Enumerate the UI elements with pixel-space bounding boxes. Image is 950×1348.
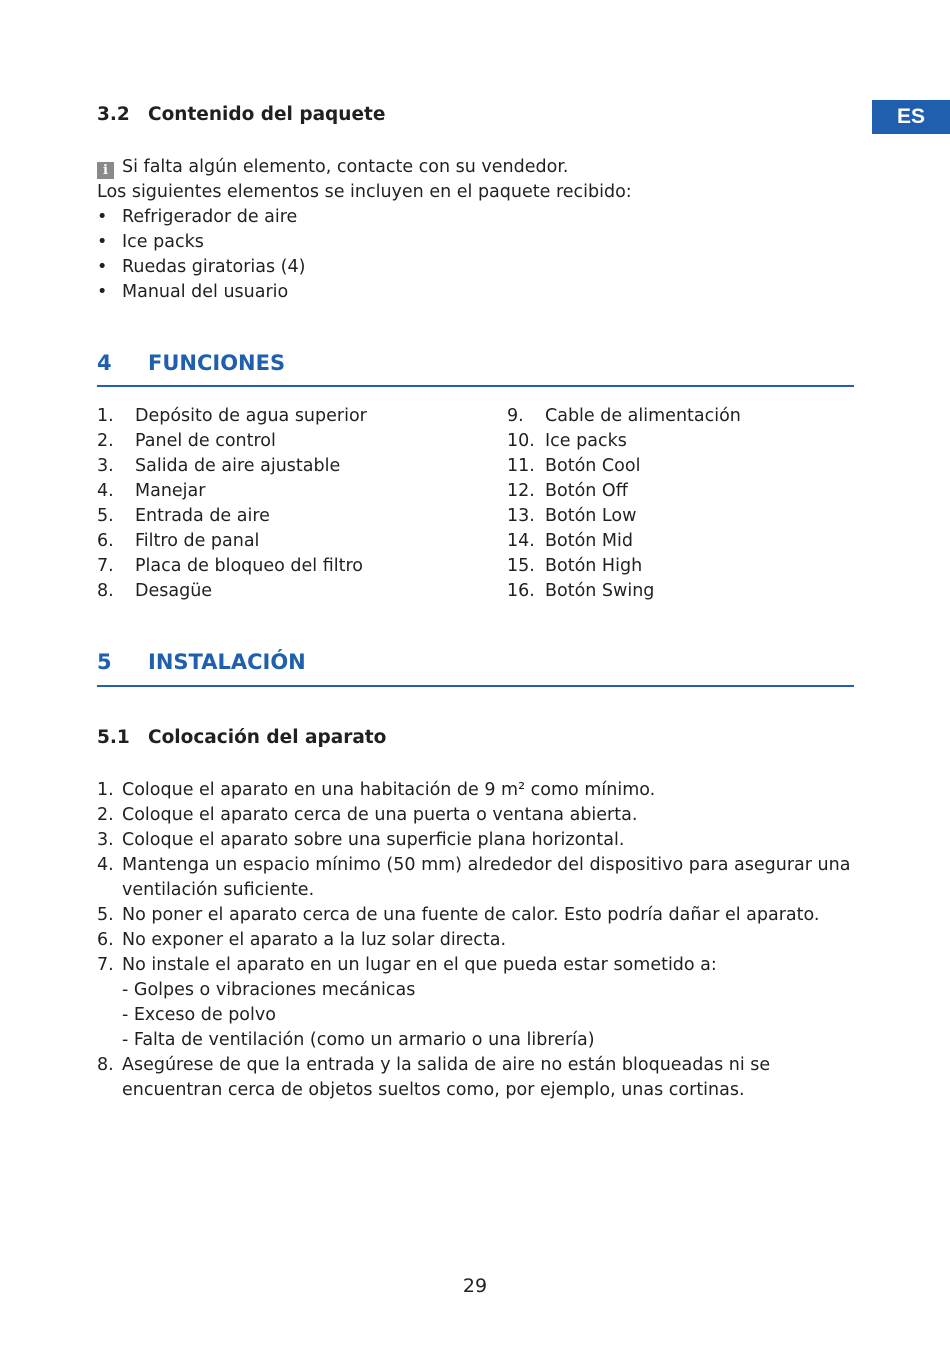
list-item: 15. Botón High [507, 556, 643, 576]
section-title: FUNCIONES [148, 351, 286, 375]
section-title: INSTALACIÓN [148, 650, 306, 674]
step-text: Coloque el aparato sobre una superficie plana horizontal. [122, 830, 625, 850]
section-number: 3.2 [97, 104, 130, 125]
section-number: 5.1 [97, 727, 130, 748]
step-text: Coloque el aparato en una habitación de 9 m² como mínimo. [122, 780, 656, 800]
functions-list-left [97, 404, 367, 604]
section-title: Colocación del aparato [148, 727, 387, 748]
list-item: 14. Botón Mid [507, 531, 634, 551]
list-item: 11. Botón Cool [507, 456, 641, 476]
list-item: 10. Ice packs [507, 431, 627, 451]
list-item: • Ruedas giratorias (4) [97, 257, 306, 277]
step-item [97, 853, 857, 903]
list-item: • Ice packs [97, 232, 204, 252]
step-text: No exponer el aparato a la luz solar directa. [122, 930, 507, 950]
package-intro: Los siguientes elementos se incluyen en el paquete recibido: [97, 182, 632, 202]
language-tab: ES [872, 100, 950, 134]
list-item: 8. Desagüe [97, 581, 213, 601]
list-item: 7. Placa de bloqueo del filtro [97, 556, 363, 576]
sub-item: - Golpes o vibraciones mecánicas [122, 980, 416, 1000]
step-text: Mantenga un espacio mínimo (50 mm) alrededor del dispositivo para asegurar una ventilación suficiente. [122, 855, 851, 900]
list-item: 3. Salida de aire ajustable [97, 456, 341, 476]
step-number: 6. [97, 930, 114, 950]
list-item: 1. Depósito de agua superior [97, 406, 367, 426]
functions-list-right [507, 404, 741, 604]
list-item: 2. Panel de control [97, 431, 276, 451]
step-number: 3. [97, 830, 114, 850]
list-item: • Refrigerador de aire [97, 207, 298, 227]
list-item: 16. Botón Swing [507, 581, 655, 601]
step-item [97, 928, 857, 953]
info-note [97, 155, 569, 180]
section-3-2-heading [97, 104, 385, 125]
step-number: 1. [97, 780, 114, 800]
section-4-heading [97, 351, 285, 375]
list-item: 13. Botón Low [507, 506, 637, 526]
step-item [97, 1053, 857, 1103]
section-divider [97, 385, 854, 387]
list-item: • Manual del usuario [97, 282, 289, 302]
list-item: 12. Botón Off [507, 481, 628, 501]
step-number: 7. [97, 955, 114, 975]
section-5-heading [97, 650, 306, 674]
step-number: 2. [97, 805, 114, 825]
page-number: 29 [462, 1275, 488, 1297]
sub-item: - Exceso de polvo [122, 1005, 276, 1025]
installation-steps [97, 778, 857, 1103]
step-item [97, 828, 857, 853]
list-item: 9. Cable de alimentación [507, 406, 741, 426]
list-item: 6. Filtro de panal [97, 531, 260, 551]
step-text: Asegúrese de que la entrada y la salida de aire no están bloqueadas ni se encuentran cerca de objetos sueltos como, por ejemplo, unas cortinas. [122, 1055, 771, 1100]
step-number: 5. [97, 905, 114, 925]
step-item [97, 953, 857, 1053]
section-divider [97, 685, 854, 687]
section-number: 4 [97, 351, 112, 375]
step-text: Coloque el aparato cerca de una puerta o ventana abierta. [122, 805, 638, 825]
info-note-text: Si falta algún elemento, contacte con su vendedor. [122, 157, 569, 177]
step-number: 4. [97, 855, 114, 875]
step-item [97, 803, 857, 828]
step-text: No poner el aparato cerca de una fuente de calor. Esto podría dañar el aparato. [122, 905, 820, 925]
list-item: 4. Manejar [97, 481, 206, 501]
step-number: 8. [97, 1055, 114, 1075]
list-item: 5. Entrada de aire [97, 506, 270, 526]
section-5-1-heading [97, 727, 386, 748]
section-title: Contenido del paquete [148, 104, 386, 125]
step-text: No instale el aparato en un lugar en el que pueda estar sometido a: [122, 955, 717, 975]
step-item [97, 903, 857, 928]
info-icon: i [97, 162, 114, 179]
section-number: 5 [97, 650, 112, 674]
sub-item: - Falta de ventilación (como un armario o una librería) [122, 1030, 595, 1050]
step-item [97, 778, 857, 803]
